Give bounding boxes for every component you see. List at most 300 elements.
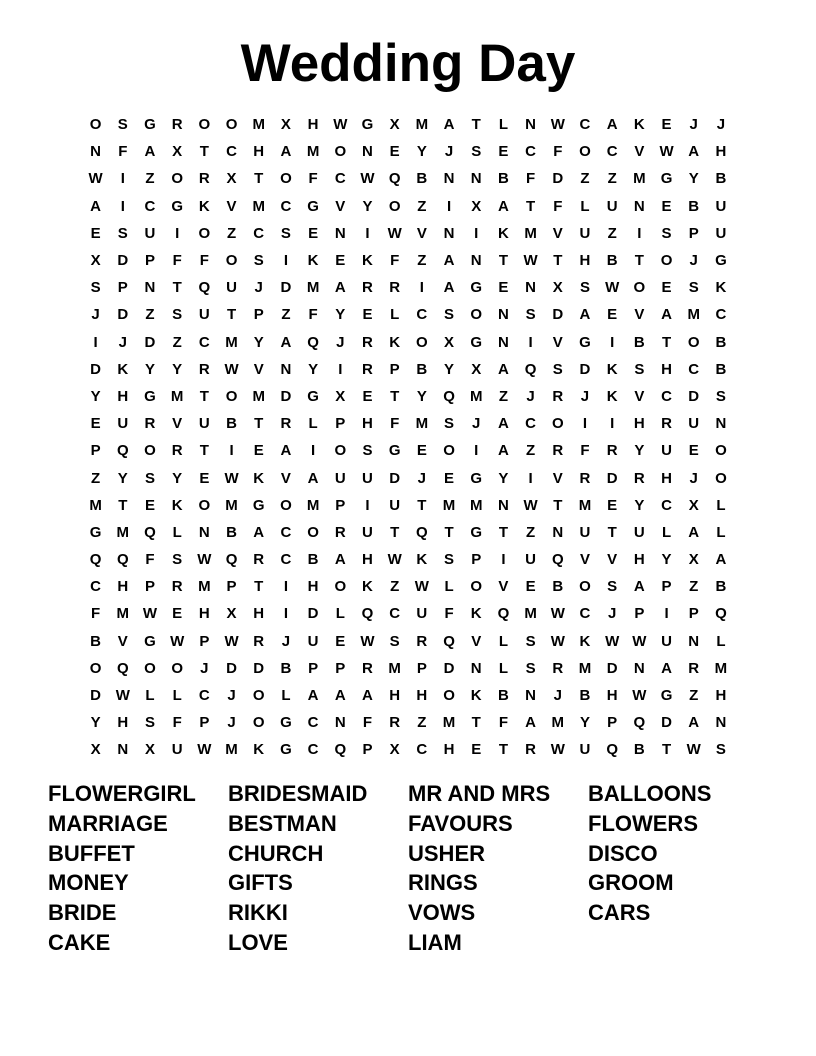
grid-letter[interactable]: O [252,687,265,705]
grid-letter[interactable]: L [580,197,590,215]
grid-letter[interactable]: O [307,523,319,541]
grid-letter[interactable]: E [172,605,183,623]
grid-letter[interactable]: I [311,442,316,460]
grid-letter[interactable]: X [280,116,291,134]
grid-letter[interactable]: F [145,551,155,569]
grid-letter[interactable]: G [388,442,401,460]
grid-letter[interactable]: C [688,360,700,378]
grid-letter[interactable]: B [715,170,727,188]
grid-letter[interactable]: E [90,224,101,242]
grid-letter[interactable]: R [661,415,672,433]
grid-letter[interactable]: X [444,333,455,351]
grid-letter[interactable]: J [200,659,209,677]
grid-letter[interactable]: X [471,197,482,215]
grid-letter[interactable]: U [715,197,727,215]
grid-letter[interactable]: A [497,197,509,215]
grid-letter[interactable]: V [552,224,563,242]
grid-letter[interactable]: T [199,442,209,460]
grid-letter[interactable]: L [145,687,155,705]
grid-letter[interactable]: S [579,279,590,297]
grid-letter[interactable]: S [117,224,128,242]
grid-letter[interactable]: P [226,578,237,596]
grid-letter[interactable]: U [661,632,672,650]
grid-letter[interactable]: H [579,252,591,270]
grid-letter[interactable]: I [338,360,343,378]
grid-letter[interactable]: A [661,306,672,324]
grid-letter[interactable]: A [525,714,537,732]
grid-letter[interactable]: Q [443,387,455,405]
grid-letter[interactable]: Q [144,523,156,541]
grid-letter[interactable]: S [525,306,536,324]
grid-letter[interactable]: W [387,551,402,569]
grid-letter[interactable]: E [607,306,618,324]
grid-letter[interactable]: N [443,170,455,188]
grid-letter[interactable]: J [580,387,590,405]
grid-letter[interactable]: B [688,197,700,215]
grid-letter[interactable]: R [389,714,401,732]
grid-letter[interactable]: C [280,551,292,569]
grid-letter[interactable]: H [389,687,401,705]
grid-letter[interactable]: Z [498,387,508,405]
grid-letter[interactable]: E [498,143,509,161]
grid-letter[interactable]: F [553,197,563,215]
grid-letter[interactable]: K [171,496,183,514]
grid-letter[interactable]: T [471,116,481,134]
grid-letter[interactable]: M [306,143,320,161]
grid-letter[interactable]: R [552,442,564,460]
grid-letter[interactable]: A [334,279,346,297]
grid-letter[interactable]: R [144,415,156,433]
grid-letter[interactable]: U [362,469,373,487]
grid-letter[interactable]: K [253,469,265,487]
grid-letter[interactable]: N [144,279,156,297]
grid-letter[interactable]: D [688,387,700,405]
grid-letter[interactable]: O [443,442,455,460]
grid-letter[interactable]: R [198,360,210,378]
grid-letter[interactable]: X [226,170,237,188]
grid-letter[interactable]: H [117,578,129,596]
grid-letter[interactable]: A [334,687,346,705]
grid-letter[interactable]: I [283,578,288,596]
grid-letter[interactable]: B [497,687,509,705]
grid-letter[interactable]: P [362,741,373,759]
grid-letter[interactable]: V [634,387,645,405]
grid-letter[interactable]: M [388,659,401,677]
grid-letter[interactable]: C [90,578,102,596]
grid-letter[interactable]: F [498,714,508,732]
grid-letter[interactable]: S [280,224,291,242]
grid-letter[interactable]: J [417,469,427,487]
grid-letter[interactable]: A [688,714,700,732]
grid-letter[interactable]: H [606,687,618,705]
grid-letter[interactable]: S [715,387,726,405]
grid-letter[interactable]: G [660,687,673,705]
grid-letter[interactable]: W [88,170,103,188]
grid-letter[interactable]: O [171,170,183,188]
grid-letter[interactable]: C [579,605,591,623]
grid-letter[interactable]: T [390,387,400,405]
grid-letter[interactable]: Y [634,496,645,514]
grid-letter[interactable]: V [552,469,563,487]
grid-letter[interactable]: Y [308,360,319,378]
grid-letter[interactable]: P [144,252,155,270]
grid-letter[interactable]: O [687,333,700,351]
grid-letter[interactable]: Z [526,523,536,541]
grid-letter[interactable]: P [308,659,319,677]
grid-letter[interactable]: P [144,578,155,596]
grid-letter[interactable]: V [607,551,618,569]
grid-letter[interactable]: P [335,659,346,677]
grid-letter[interactable]: S [444,415,455,433]
grid-letter[interactable]: H [362,551,373,569]
grid-letter[interactable]: P [389,360,400,378]
grid-letter[interactable]: U [579,224,591,242]
grid-letter[interactable]: B [226,415,237,433]
grid-letter[interactable]: X [389,741,400,759]
grid-letter[interactable]: R [280,415,292,433]
grid-letter[interactable]: H [198,605,210,623]
grid-letter[interactable]: N [633,197,645,215]
grid-letter[interactable]: R [688,659,700,677]
grid-letter[interactable]: T [498,741,508,759]
grid-letter[interactable]: O [579,143,591,161]
grid-letter[interactable]: W [224,632,239,650]
grid-letter[interactable]: W [659,143,674,161]
grid-letter[interactable]: A [497,360,509,378]
grid-letter[interactable]: F [580,442,590,460]
grid-letter[interactable]: Y [90,714,101,732]
grid-letter[interactable]: P [688,605,699,623]
grid-letter[interactable]: X [144,741,155,759]
grid-letter[interactable]: A [579,306,591,324]
grid-letter[interactable]: H [715,143,727,161]
grid-letter[interactable]: M [225,741,238,759]
grid-letter[interactable]: F [118,143,128,161]
grid-letter[interactable]: M [306,279,320,297]
grid-letter[interactable]: A [90,197,102,215]
grid-letter[interactable]: R [552,659,564,677]
grid-letter[interactable]: A [280,143,292,161]
grid-letter[interactable]: H [443,741,455,759]
grid-letter[interactable]: R [171,442,183,460]
grid-letter[interactable]: G [89,523,102,541]
grid-letter[interactable]: Z [689,687,699,705]
grid-letter[interactable]: Q [225,551,238,569]
grid-letter[interactable]: S [172,551,183,569]
grid-letter[interactable]: Z [145,170,155,188]
grid-letter[interactable]: Z [607,224,617,242]
grid-letter[interactable]: L [498,116,508,134]
grid-letter[interactable]: I [528,469,533,487]
grid-letter[interactable]: G [252,496,265,514]
grid-letter[interactable]: I [582,415,588,433]
grid-letter[interactable]: Y [172,360,183,378]
grid-letter[interactable]: B [307,551,319,569]
grid-letter[interactable]: M [415,415,429,433]
grid-letter[interactable]: A [307,687,319,705]
grid-letter[interactable]: C [416,306,428,324]
grid-letter[interactable]: N [525,116,537,134]
grid-letter[interactable]: I [501,551,506,569]
grid-letter[interactable]: W [387,224,402,242]
grid-letter[interactable]: O [89,116,102,134]
grid-letter[interactable]: C [525,415,537,433]
grid-letter[interactable]: Q [416,523,428,541]
grid-letter[interactable]: I [120,170,125,188]
grid-letter[interactable]: D [253,659,265,677]
grid-letter[interactable]: U [334,469,346,487]
grid-letter[interactable]: Y [416,143,427,161]
grid-letter[interactable]: O [334,143,347,161]
grid-letter[interactable]: M [633,170,646,188]
grid-letter[interactable]: M [578,659,592,677]
grid-letter[interactable]: R [362,659,373,677]
grid-letter[interactable]: H [416,687,428,705]
grid-letter[interactable]: T [661,333,672,351]
grid-letter[interactable]: C [307,714,319,732]
grid-letter[interactable]: C [280,523,292,541]
grid-letter[interactable]: V [498,578,509,596]
grid-letter[interactable]: Z [91,469,101,487]
grid-letter[interactable]: N [470,170,482,188]
grid-letter[interactable]: F [172,252,182,270]
grid-letter[interactable]: U [144,224,156,242]
grid-letter[interactable]: S [471,143,482,161]
grid-letter[interactable]: I [610,333,615,351]
grid-letter[interactable]: K [198,197,210,215]
grid-letter[interactable]: U [579,523,591,541]
grid-letter[interactable]: W [632,632,647,650]
grid-letter[interactable]: K [715,279,727,297]
grid-letter[interactable]: L [444,578,454,596]
grid-letter[interactable]: G [307,197,319,215]
grid-letter[interactable]: M [687,306,700,324]
grid-letter[interactable]: I [229,442,234,460]
grid-letter[interactable]: Q [334,741,347,759]
grid-letter[interactable]: Y [634,442,645,460]
grid-letter[interactable]: E [253,442,264,460]
grid-letter[interactable]: W [197,551,212,569]
grid-letter[interactable]: W [605,279,620,297]
grid-letter[interactable]: Q [198,279,211,297]
grid-letter[interactable]: O [198,224,211,242]
grid-letter[interactable]: O [144,442,156,460]
grid-letter[interactable]: X [90,741,101,759]
grid-letter[interactable]: Z [526,442,536,460]
grid-letter[interactable]: O [388,197,401,215]
grid-letter[interactable]: M [469,387,483,405]
grid-letter[interactable]: E [661,279,672,297]
grid-letter[interactable]: M [252,387,265,405]
grid-letter[interactable]: U [525,551,537,569]
grid-letter[interactable]: Z [580,170,590,188]
grid-letter[interactable]: S [253,252,264,270]
grid-letter[interactable]: H [633,415,645,433]
grid-letter[interactable]: F [308,306,318,324]
grid-letter[interactable]: I [419,279,424,297]
grid-letter[interactable]: F [390,415,400,433]
grid-letter[interactable]: L [661,523,672,541]
grid-letter[interactable]: H [117,714,129,732]
grid-letter[interactable]: C [525,143,537,161]
grid-letter[interactable]: T [444,523,454,541]
grid-letter[interactable]: H [715,687,727,705]
grid-letter[interactable]: T [254,578,264,596]
grid-letter[interactable]: D [90,687,102,705]
grid-letter[interactable]: F [444,605,454,623]
grid-letter[interactable]: U [389,496,401,514]
grid-letter[interactable]: L [335,605,345,623]
grid-letter[interactable]: T [553,496,563,514]
grid-letter[interactable]: I [664,605,669,623]
grid-letter[interactable]: O [334,578,347,596]
grid-letter[interactable]: U [661,442,672,460]
grid-letter[interactable]: F [390,252,400,270]
grid-letter[interactable]: M [442,714,456,732]
grid-letter[interactable]: O [470,578,483,596]
grid-letter[interactable]: A [280,442,292,460]
grid-letter[interactable]: T [172,279,182,297]
grid-letter[interactable]: P [335,415,346,433]
grid-letter[interactable]: U [715,224,727,242]
grid-letter[interactable]: Q [116,442,129,460]
grid-letter[interactable]: O [198,116,211,134]
grid-letter[interactable]: A [606,116,618,134]
grid-letter[interactable]: K [307,252,319,270]
grid-letter[interactable]: M [116,605,130,623]
grid-letter[interactable]: K [470,687,482,705]
grid-letter[interactable]: M [524,605,537,623]
grid-letter[interactable]: A [144,143,156,161]
grid-letter[interactable]: I [283,252,288,270]
grid-letter[interactable]: I [474,442,479,460]
grid-letter[interactable]: S [525,659,536,677]
grid-letter[interactable]: J [227,687,236,705]
grid-letter[interactable]: Y [117,469,128,487]
grid-letter[interactable]: J [689,252,698,270]
grid-letter[interactable]: Y [90,387,101,405]
grid-letter[interactable]: Q [633,714,646,732]
grid-letter[interactable]: Q [497,605,510,623]
grid-letter[interactable]: R [362,279,373,297]
grid-letter[interactable]: X [335,387,346,405]
grid-letter[interactable]: D [144,333,156,351]
grid-letter[interactable]: K [362,578,373,596]
grid-letter[interactable]: P [688,224,699,242]
grid-letter[interactable]: U [606,197,618,215]
grid-letter[interactable]: U [198,415,210,433]
grid-letter[interactable]: B [497,170,509,188]
grid-letter[interactable]: B [416,360,428,378]
grid-letter[interactable]: O [280,170,292,188]
grid-letter[interactable]: D [280,387,292,405]
grid-letter[interactable]: Y [444,360,455,378]
grid-letter[interactable]: C [606,143,618,161]
grid-letter[interactable]: J [607,605,617,623]
grid-letter[interactable]: Q [89,551,102,569]
grid-letter[interactable]: Y [661,551,672,569]
grid-letter[interactable]: O [551,415,564,433]
grid-letter[interactable]: W [224,469,239,487]
grid-letter[interactable]: W [605,632,620,650]
grid-letter[interactable]: A [253,523,265,541]
grid-letter[interactable]: T [118,496,128,514]
grid-letter[interactable]: O [225,252,238,270]
grid-letter[interactable]: N [90,143,102,161]
grid-letter[interactable]: O [470,306,483,324]
grid-letter[interactable]: Y [335,306,346,324]
grid-letter[interactable]: B [90,632,102,650]
grid-letter[interactable]: N [688,632,700,650]
grid-letter[interactable]: L [308,415,318,433]
grid-letter[interactable]: V [172,415,183,433]
grid-letter[interactable]: Y [688,170,699,188]
grid-letter[interactable]: T [254,415,264,433]
grid-letter[interactable]: Y [144,360,155,378]
grid-letter[interactable]: A [280,333,292,351]
grid-letter[interactable]: R [416,632,428,650]
grid-letter[interactable]: G [579,333,591,351]
grid-letter[interactable]: V [634,306,645,324]
grid-letter[interactable]: D [280,279,292,297]
grid-letter[interactable]: G [144,116,156,134]
grid-letter[interactable]: U [117,415,129,433]
grid-letter[interactable]: A [633,578,645,596]
grid-letter[interactable]: G [361,116,374,134]
grid-letter[interactable]: L [172,523,182,541]
grid-letter[interactable]: X [552,279,563,297]
grid-letter[interactable]: I [365,224,370,242]
grid-letter[interactable]: K [362,252,373,270]
grid-letter[interactable]: K [579,632,591,650]
grid-letter[interactable]: V [634,143,645,161]
grid-letter[interactable]: M [442,496,456,514]
grid-letter[interactable]: Z [417,252,427,270]
grid-letter[interactable]: M [524,224,537,242]
grid-letter[interactable]: M [170,387,184,405]
grid-letter[interactable]: Q [361,605,374,623]
grid-letter[interactable]: P [416,659,427,677]
grid-letter[interactable]: S [661,224,672,242]
grid-letter[interactable]: C [661,496,672,514]
grid-letter[interactable]: B [579,687,591,705]
grid-letter[interactable]: E [688,442,699,460]
grid-letter[interactable]: U [226,279,237,297]
grid-letter[interactable]: R [633,469,645,487]
grid-letter[interactable]: N [470,252,482,270]
grid-letter[interactable]: U [633,523,645,541]
grid-letter[interactable]: T [199,387,209,405]
grid-letter[interactable]: G [144,387,156,405]
grid-letter[interactable]: B [280,659,292,677]
grid-letter[interactable]: J [716,116,726,134]
grid-letter[interactable]: E [416,442,427,460]
grid-letter[interactable]: C [253,224,265,242]
grid-letter[interactable]: T [254,170,264,188]
grid-letter[interactable]: Z [172,333,182,351]
grid-letter[interactable]: N [334,714,346,732]
grid-letter[interactable]: W [224,360,239,378]
grid-letter[interactable]: J [553,687,562,705]
grid-letter[interactable]: O [280,496,292,514]
grid-letter[interactable]: J [336,333,345,351]
grid-letter[interactable]: E [661,116,672,134]
grid-letter[interactable]: O [198,496,211,514]
grid-letter[interactable]: N [443,224,455,242]
grid-letter[interactable]: Z [417,714,427,732]
grid-letter[interactable]: T [498,252,508,270]
grid-letter[interactable]: S [362,442,373,460]
